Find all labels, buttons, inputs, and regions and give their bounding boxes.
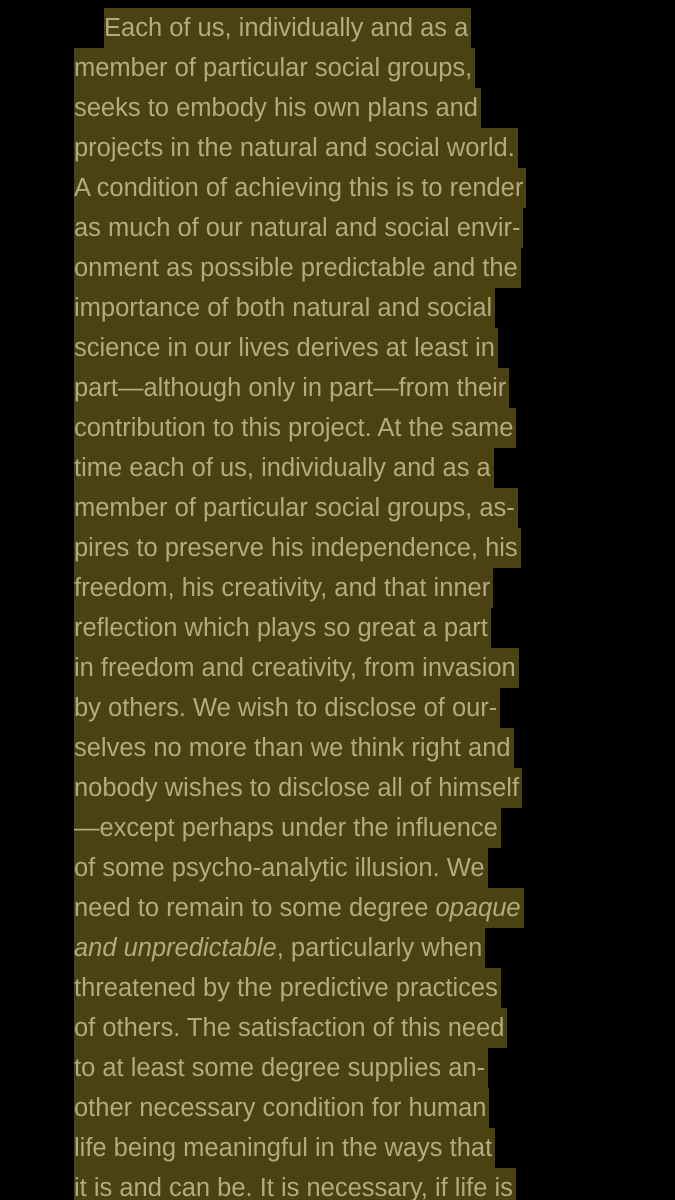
text-line	[74, 168, 528, 208]
text-line	[74, 208, 525, 248]
highlighted-text: in freedom and creativity, from invasion	[74, 648, 519, 688]
text-line	[74, 488, 520, 528]
text-line	[74, 968, 503, 1008]
highlighted-text: contribution to this project. At the same	[74, 408, 516, 448]
text-line	[74, 1088, 491, 1128]
text-line	[74, 1128, 497, 1168]
text-line	[74, 1168, 518, 1200]
text-line	[74, 1008, 509, 1048]
text-line	[74, 648, 521, 688]
text-line	[74, 368, 511, 408]
highlighted-text: —except perhaps under the influence	[74, 808, 501, 848]
highlighted-text: A condition of achieving this is to render	[74, 168, 526, 208]
highlighted-text	[74, 928, 485, 968]
text-segment: need to remain to some degree	[74, 894, 436, 922]
text-segment: , particularly when	[276, 934, 483, 962]
text-line	[74, 528, 523, 568]
highlighted-text	[74, 888, 524, 928]
highlighted-text: as much of our natural and social envir-	[74, 208, 523, 248]
text-line	[74, 608, 493, 648]
text-line	[74, 888, 526, 928]
text-line	[74, 448, 496, 488]
highlighted-text: selves no more than we think right and	[74, 728, 514, 768]
italic-text: opaque	[435, 894, 521, 922]
text-line	[74, 288, 497, 328]
text-line	[74, 768, 524, 808]
text-line	[74, 1048, 490, 1088]
text-line	[74, 728, 516, 768]
text-line	[74, 128, 520, 168]
highlighted-text: other necessary condition for human	[74, 1088, 489, 1128]
text-line	[74, 408, 518, 448]
text-line	[104, 8, 473, 48]
text-line	[74, 568, 495, 608]
text-line	[74, 328, 500, 368]
highlighted-text: it is and can be. It is necessary, if life is	[74, 1168, 516, 1200]
text-line	[74, 688, 502, 728]
highlighted-text: part—although only in part—from their	[74, 368, 509, 408]
highlighted-text: life being meaningful in the ways that	[74, 1128, 495, 1168]
highlighted-text: time each of us, individually and as a	[74, 448, 494, 488]
highlighted-text: reflection which plays so great a part	[74, 608, 491, 648]
highlighted-text: freedom, his creativity, and that inner	[74, 568, 493, 608]
italic-text: and unpredictable	[74, 934, 277, 962]
highlighted-text: Each of us, individually and as a	[104, 8, 471, 48]
text-line	[74, 48, 477, 88]
highlighted-text: threatened by the predictive practices	[74, 968, 501, 1008]
highlighted-text: of some psycho-analytic illusion. We	[74, 848, 488, 888]
highlighted-text: member of particular social groups, as-	[74, 488, 518, 528]
highlighted-text: seeks to embody his own plans and	[74, 88, 481, 128]
text-line	[74, 928, 487, 968]
highlighted-text: member of particular social groups,	[74, 48, 475, 88]
text-line	[74, 88, 483, 128]
highlighted-text: by others. We wish to disclose of our-	[74, 688, 500, 728]
highlighted-text: projects in the natural and social world.	[74, 128, 518, 168]
highlighted-text: science in our lives derives at least in	[74, 328, 498, 368]
highlighted-text: onment as possible predictable and the	[74, 248, 521, 288]
highlighted-text: of others. The satisfaction of this need	[74, 1008, 507, 1048]
highlighted-text: importance of both natural and social	[74, 288, 495, 328]
text-line	[74, 248, 523, 288]
highlighted-text: to at least some degree supplies an-	[74, 1048, 488, 1088]
highlighted-text: nobody wishes to disclose all of himself	[74, 768, 522, 808]
text-line	[74, 848, 490, 888]
highlighted-text: pires to preserve his independence, his	[74, 528, 521, 568]
text-line	[74, 808, 503, 848]
